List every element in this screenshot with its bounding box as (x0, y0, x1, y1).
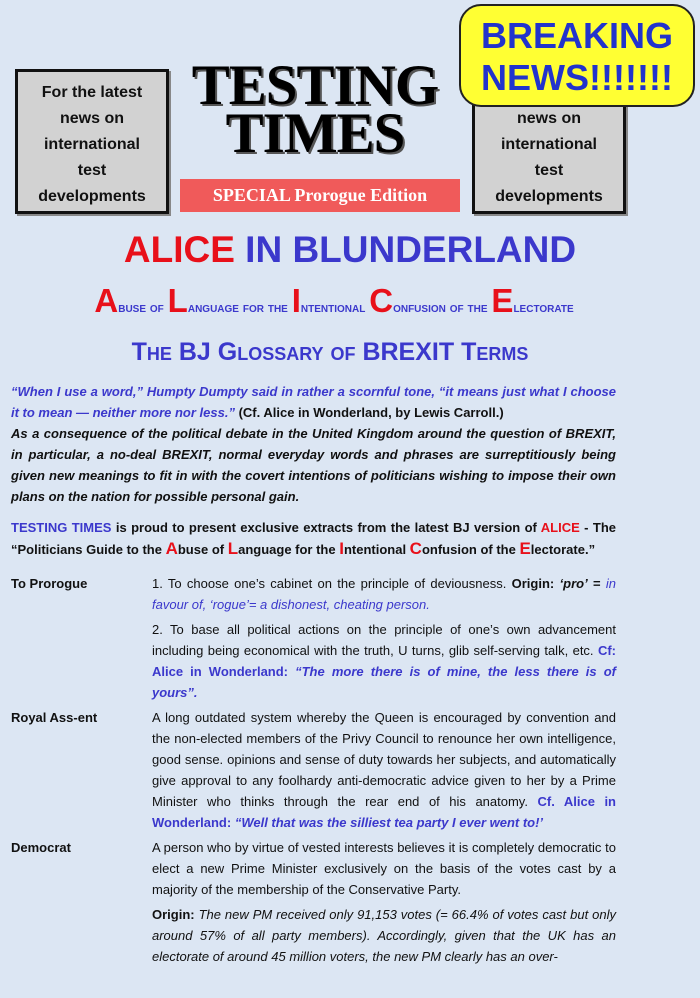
definition-1 (152, 707, 616, 833)
cf-reference: Cf. Alice in Wonderland: (152, 794, 616, 830)
entry-definition (152, 707, 616, 837)
acronym-cap: E (491, 282, 514, 319)
present-text: onfusion of the (421, 542, 520, 557)
entry-prorogue (11, 573, 616, 707)
news-box-left (15, 69, 169, 214)
present-text: lectorate.” (530, 542, 596, 557)
article-body (11, 381, 616, 971)
news-box-line: international (500, 136, 597, 153)
news-box-line: test (534, 162, 564, 179)
acronym-cap: C (409, 539, 422, 558)
origin-text: The new PM received only 91,153 votes (= 66.4% of votes cast but only around 57% of all party members). Accordingly, given that the UK has an electorate of around 45 million voters, the new PM clearly has an over- (152, 907, 616, 964)
cf-reference: Cf: Alice in Wonderland: (152, 643, 616, 679)
present-text: - The “Politicians Guide to the (11, 520, 616, 557)
entry-term: Royal Ass-ent (11, 710, 98, 725)
news-box-line: news on (59, 110, 124, 127)
acronym-line (0, 283, 668, 325)
quote-text: “When I use a word,” Humpty Dumpty said in rather a scornful tone, “it means just what I choose it to mean — neither more nor less.” (11, 384, 616, 420)
cf-quote: “The more there is of mine, the less there is of yours”. (152, 664, 616, 700)
origin-label: Origin: (152, 907, 199, 922)
glossary-title: The BJ Glossary of BREXIT Terms (131, 338, 529, 366)
acronym-cap: L (227, 539, 239, 558)
acronym-cap: I (339, 539, 344, 558)
definition-text: 1. To choose one’s cabinet on the principle of deviousness. (152, 576, 512, 591)
definition-text: A long outdated system whereby the Queen is encouraged by convention and the non-elected members of the Privy Council to renounce her own intelligence, good sense. opinions and sense of duty towards her subjects, and automatically give approval to any foolhardy anti-democratic advice given to her by a Prime Minister who thinks through the rear end of his anatomy. (152, 710, 616, 809)
breaking-news-bubble (459, 4, 695, 107)
special-edition-banner: SPECIAL Prorogue Edition (180, 179, 460, 212)
breaking-line: BREAKING (480, 15, 673, 56)
news-box-line: developments (495, 188, 603, 205)
title-blunderland: IN BLUNDERLAND (245, 229, 577, 270)
definition-1 (152, 573, 616, 615)
present-text: buse of (177, 542, 228, 557)
origin-meaning: in favour of, ‘rogue’= a dishonest, cheating person. (152, 576, 616, 612)
origin-pro: ‘pro’ (559, 576, 588, 591)
acronym-cap: A (94, 282, 119, 319)
present-text: is proud to present exclusive extracts from the latest BJ version of (111, 520, 541, 535)
origin-label: Origin: (511, 576, 560, 591)
definition-text: 2. To base all political actions on the principle of one’s own advancement including being economical with the truth, U turns, glib self-serving talk, etc. (152, 622, 616, 658)
masthead (170, 54, 460, 165)
acronym-word: lectorate (513, 299, 574, 315)
acronym-cap: C (369, 282, 394, 319)
entry-democrat (11, 837, 616, 971)
present-paragraph (11, 517, 616, 560)
entry-definition (152, 573, 616, 707)
acronym-word: onfusion of the (393, 299, 492, 315)
humpty-quote (11, 381, 616, 423)
definition-origin (152, 904, 616, 967)
entry-term: To Prorogue (11, 576, 88, 591)
masthead-line: TIMES (225, 102, 405, 165)
acronym-cap: E (519, 539, 531, 558)
brand-name: TESTING TIMES (11, 520, 112, 535)
news-box-line: international (43, 136, 140, 153)
news-box-line: test (77, 162, 107, 179)
intro-paragraph: As a consequence of the political debate in the United Kingdom around the question of BREXIT, in particular, a no-deal BREXIT, normal everyday words and phrases are surreptitiously being given new meanings to fit in with the covert intentions of politicians wishing to impose their own plans on the nation for possible personal gain. (11, 426, 616, 504)
present-text: ntentional (343, 542, 410, 557)
news-box-line: news on (516, 110, 581, 127)
definition-1: A person who by virtue of vested interests believes it is completely democratic to elect a new Prime Minister exclusively on the basis of the votes cast by a majority of the membership of the Conservative Party. (152, 840, 616, 897)
breaking-line: NEWS!!!!!!! (481, 57, 673, 98)
main-title (0, 228, 700, 272)
title-alice: ALICE (123, 229, 235, 270)
news-box-line: For the latest (41, 84, 143, 101)
cf-quote: “Well that was the silliest tea party I ever went to!’ (234, 815, 544, 830)
entry-royal-assent (11, 707, 616, 837)
acronym-cap: I (291, 282, 301, 319)
acronym-word: ntentional (300, 299, 370, 315)
origin-equals: = (587, 576, 606, 591)
entry-definition (152, 837, 616, 971)
definition-2 (152, 619, 616, 703)
alice-word: ALICE (540, 520, 580, 535)
glossary-entries (11, 573, 616, 971)
entry-term: Democrat (11, 840, 71, 855)
acronym-word: anguage for the (187, 299, 292, 315)
present-text: anguage for the (238, 542, 340, 557)
masthead-line: TESTING (191, 54, 439, 117)
news-box-line: developments (38, 188, 146, 205)
acronym-cap: A (165, 539, 178, 558)
acronym-cap: L (167, 282, 188, 319)
quote-citation: (Cf. Alice in Wonderland, by Lewis Carroll.) (238, 405, 504, 420)
acronym-word: buse of (118, 299, 168, 315)
